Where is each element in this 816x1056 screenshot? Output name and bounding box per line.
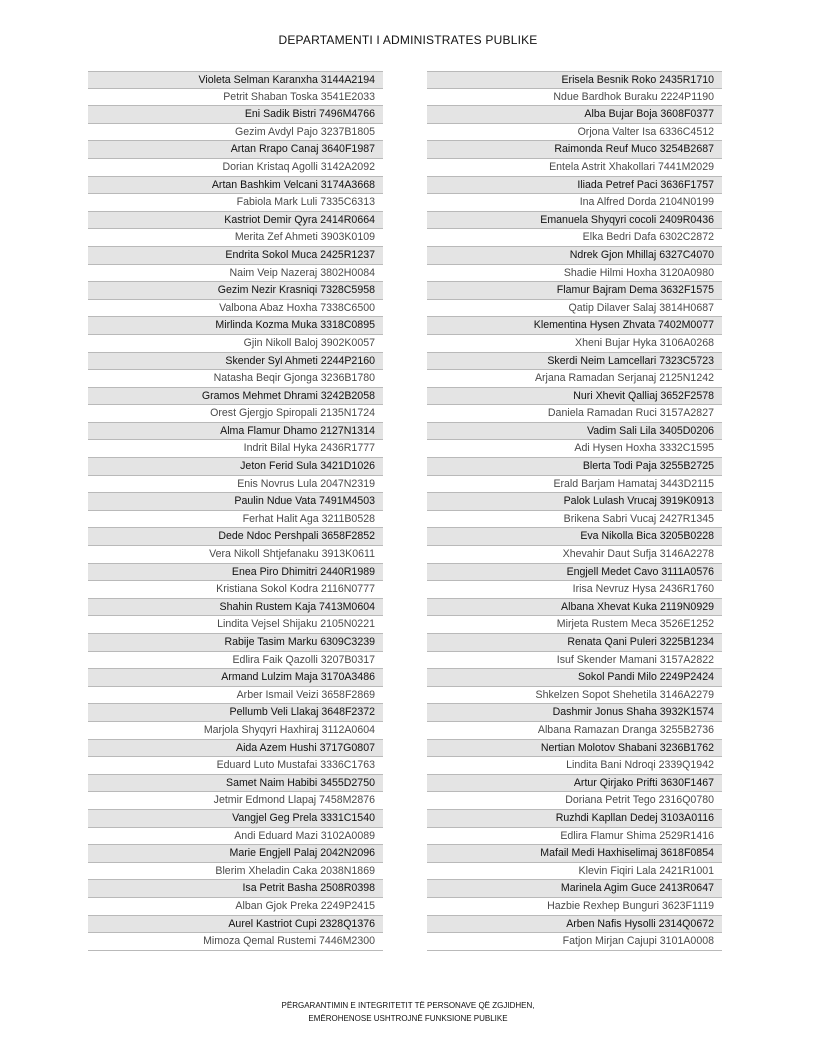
list-row: Marie Engjell Palaj 2042N2096 [88, 845, 383, 863]
page-footer [0, 999, 816, 1025]
list-row: Edlira Faik Qazolli 3207B0317 [88, 652, 383, 670]
list-row: Emanuela Shyqyri cocoli 2409R0436 [427, 212, 722, 230]
list-row: Ruzhdi Kapllan Dedej 3103A0116 [427, 810, 722, 828]
list-row: Petrit Shaban Toska 3541E2033 [88, 89, 383, 107]
list-row: Arben Nafis Hysolli 2314Q0672 [427, 916, 722, 934]
list-row: Klevin Fiqiri Lala 2421R1001 [427, 863, 722, 881]
list-row: Ferhat Halit Aga 3211B0528 [88, 511, 383, 529]
list-row: Erald Barjam Hamataj 3443D2115 [427, 476, 722, 494]
list-row: Gjin Nikoll Baloj 3902K0057 [88, 335, 383, 353]
list-row: Kastriot Demir Qyra 2414R0664 [88, 212, 383, 230]
list-row: Vera Nikoll Shtjefanaku 3913K0611 [88, 546, 383, 564]
footer-line-2: EMËROHENOSE USHTROJNË FUNKSIONE PUBLIKE [308, 1014, 508, 1023]
list-row: Eva Nikolla Bica 3205B0228 [427, 528, 722, 546]
list-row: Palok Lulash Vrucaj 3919K0913 [427, 493, 722, 511]
list-row: Erisela Besnik Roko 2435R1710 [427, 71, 722, 89]
list-row: Merita Zef Ahmeti 3903K0109 [88, 229, 383, 247]
list-row: Pellumb Veli Llakaj 3648F2372 [88, 704, 383, 722]
list-row: Nuri Xhevit Qalliaj 3652F2578 [427, 388, 722, 406]
list-row: Daniela Ramadan Ruci 3157A2827 [427, 405, 722, 423]
list-row: Entela Astrit Xhakollari 7441M2029 [427, 159, 722, 177]
list-row: Jetmir Edmond Llapaj 7458M2876 [88, 792, 383, 810]
list-row: Lindita Bani Ndroqi 2339Q1942 [427, 757, 722, 775]
list-row: Skerdi Neim Lamcellari 7323C5723 [427, 353, 722, 371]
list-row: Albana Xhevat Kuka 2119N0929 [427, 599, 722, 617]
list-row: Sokol Pandi Milo 2249P2424 [427, 669, 722, 687]
list-row: Armand Lulzim Maja 3170A3486 [88, 669, 383, 687]
list-row: Eni Sadik Bistri 7496M4766 [88, 106, 383, 124]
list-row: Ina Alfred Dorda 2104N0199 [427, 194, 722, 212]
footer-line-1: PËRGARANTIMIN E INTEGRITETIT TË PERSONAVE QË ZGJIDHEN, [281, 1001, 535, 1010]
list-row: Orest Gjergjo Spiropali 2135N1724 [88, 405, 383, 423]
list-row: Orjona Valter Isa 6336C4512 [427, 124, 722, 142]
list-row: Aurel Kastriot Cupi 2328Q1376 [88, 916, 383, 934]
list-row: Valbona Abaz Hoxha 7338C6500 [88, 300, 383, 318]
list-row: Arjana Ramadan Serjanaj 2125N1242 [427, 370, 722, 388]
list-row: Gramos Mehmet Dhrami 3242B2058 [88, 388, 383, 406]
list-row: Andi Eduard Mazi 3102A0089 [88, 828, 383, 846]
list-row: Fabiola Mark Luli 7335C6313 [88, 194, 383, 212]
list-row: Naim Veip Nazeraj 3802H0084 [88, 265, 383, 283]
list-row: Mimoza Qemal Rustemi 7446M2300 [88, 933, 383, 951]
list-row: Artur Qirjako Prifti 3630F1467 [427, 775, 722, 793]
list-row: Klementina Hysen Zhvata 7402M0077 [427, 317, 722, 335]
list-row: Nertian Molotov Shabani 3236B1762 [427, 740, 722, 758]
list-row: Vadim Sali Lila 3405D0206 [427, 423, 722, 441]
list-row: Mafail Medi Haxhiselimaj 3618F0854 [427, 845, 722, 863]
list-row: Fatjon Mirjan Cajupi 3101A0008 [427, 933, 722, 951]
list-row: Edlira Flamur Shima 2529R1416 [427, 828, 722, 846]
list-row: Albana Ramazan Dranga 3255B2736 [427, 722, 722, 740]
list-row: Paulin Ndue Vata 7491M4503 [88, 493, 383, 511]
list-row: Kristiana Sokol Kodra 2116N0777 [88, 581, 383, 599]
list-row: Renata Qani Puleri 3225B1234 [427, 634, 722, 652]
list-row: Raimonda Reuf Muco 3254B2687 [427, 141, 722, 159]
list-row: Alba Bujar Boja 3608F0377 [427, 106, 722, 124]
list-row: Violeta Selman Karanxha 3144A2194 [88, 71, 383, 89]
list-row: Dashmir Jonus Shaha 3932K1574 [427, 704, 722, 722]
list-row: Lindita Vejsel Shijaku 2105N0221 [88, 616, 383, 634]
list-row: Shadie Hilmi Hoxha 3120A0980 [427, 265, 722, 283]
list-row: Alban Gjok Preka 2249P2415 [88, 898, 383, 916]
list-row: Rabije Tasim Marku 6309C3239 [88, 634, 383, 652]
list-row: Gezim Avdyl Pajo 3237B1805 [88, 124, 383, 142]
list-row: Marinela Agim Guce 2413R0647 [427, 880, 722, 898]
list-row: Natasha Beqir Gjonga 3236B1780 [88, 370, 383, 388]
list-row: Endrita Sokol Muca 2425R1237 [88, 247, 383, 265]
list-row: Dorian Kristaq Agolli 3142A2092 [88, 159, 383, 177]
list-row: Arber Ismail Veizi 3658F2869 [88, 687, 383, 705]
list-row: Doriana Petrit Tego 2316Q0780 [427, 792, 722, 810]
list-row: Xheni Bujar Hyka 3106A0268 [427, 335, 722, 353]
list-row: Elka Bedri Dafa 6302C2872 [427, 229, 722, 247]
list-row: Aida Azem Hushi 3717G0807 [88, 740, 383, 758]
list-row: Jeton Ferid Sula 3421D1026 [88, 458, 383, 476]
list-row: Engjell Medet Cavo 3111A0576 [427, 564, 722, 582]
list-row: Shkelzen Sopot Shehetila 3146A2279 [427, 687, 722, 705]
list-row: Qatip Dilaver Salaj 3814H0687 [427, 300, 722, 318]
list-row: Eduard Luto Mustafai 3336C1763 [88, 757, 383, 775]
list-row: Ndue Bardhok Buraku 2224P1190 [427, 89, 722, 107]
list-row: Vangjel Geg Prela 3331C1540 [88, 810, 383, 828]
list-row: Dede Ndoc Pershpali 3658F2852 [88, 528, 383, 546]
right-name-list [427, 71, 722, 951]
list-row: Xhevahir Daut Sufja 3146A2278 [427, 546, 722, 564]
list-row: Hazbie Rexhep Bunguri 3623F1119 [427, 898, 722, 916]
list-row: Blerim Xheladin Caka 2038N1869 [88, 863, 383, 881]
list-row: Artan Rrapo Canaj 3640F1987 [88, 141, 383, 159]
page-title: DEPARTAMENTI I ADMINISTRATES PUBLIKE [278, 33, 538, 47]
list-row: Mirjeta Rustem Meca 3526E1252 [427, 616, 722, 634]
list-row: Shahin Rustem Kaja 7413M0604 [88, 599, 383, 617]
list-row: Iliada Petref Paci 3636F1757 [427, 177, 722, 195]
list-row: Irisa Nevruz Hysa 2436R1760 [427, 581, 722, 599]
list-row: Skender Syl Ahmeti 2244P2160 [88, 353, 383, 371]
list-row: Artan Bashkim Velcani 3174A3668 [88, 177, 383, 195]
list-row: Isuf Skender Mamani 3157A2822 [427, 652, 722, 670]
list-row: Gezim Nezir Krasniqi 7328C5958 [88, 282, 383, 300]
list-row: Adi Hysen Hoxha 3332C1595 [427, 440, 722, 458]
list-row: Indrit Bilal Hyka 2436R1777 [88, 440, 383, 458]
list-row: Samet Naim Habibi 3455D2750 [88, 775, 383, 793]
list-row: Mirlinda Kozma Muka 3318C0895 [88, 317, 383, 335]
list-row: Isa Petrit Basha 2508R0398 [88, 880, 383, 898]
list-row: Brikena Sabri Vucaj 2427R1345 [427, 511, 722, 529]
list-row: Alma Flamur Dhamo 2127N1314 [88, 423, 383, 441]
list-row: Marjola Shyqyri Haxhiraj 3112A0604 [88, 722, 383, 740]
list-row: Enea Piro Dhimitri 2440R1989 [88, 564, 383, 582]
list-row: Blerta Todi Paja 3255B2725 [427, 458, 722, 476]
left-name-list [88, 71, 383, 951]
list-row: Enis Novrus Lula 2047N2319 [88, 476, 383, 494]
list-row: Flamur Bajram Dema 3632F1575 [427, 282, 722, 300]
list-row: Ndrek Gjon Mhillaj 6327C4070 [427, 247, 722, 265]
